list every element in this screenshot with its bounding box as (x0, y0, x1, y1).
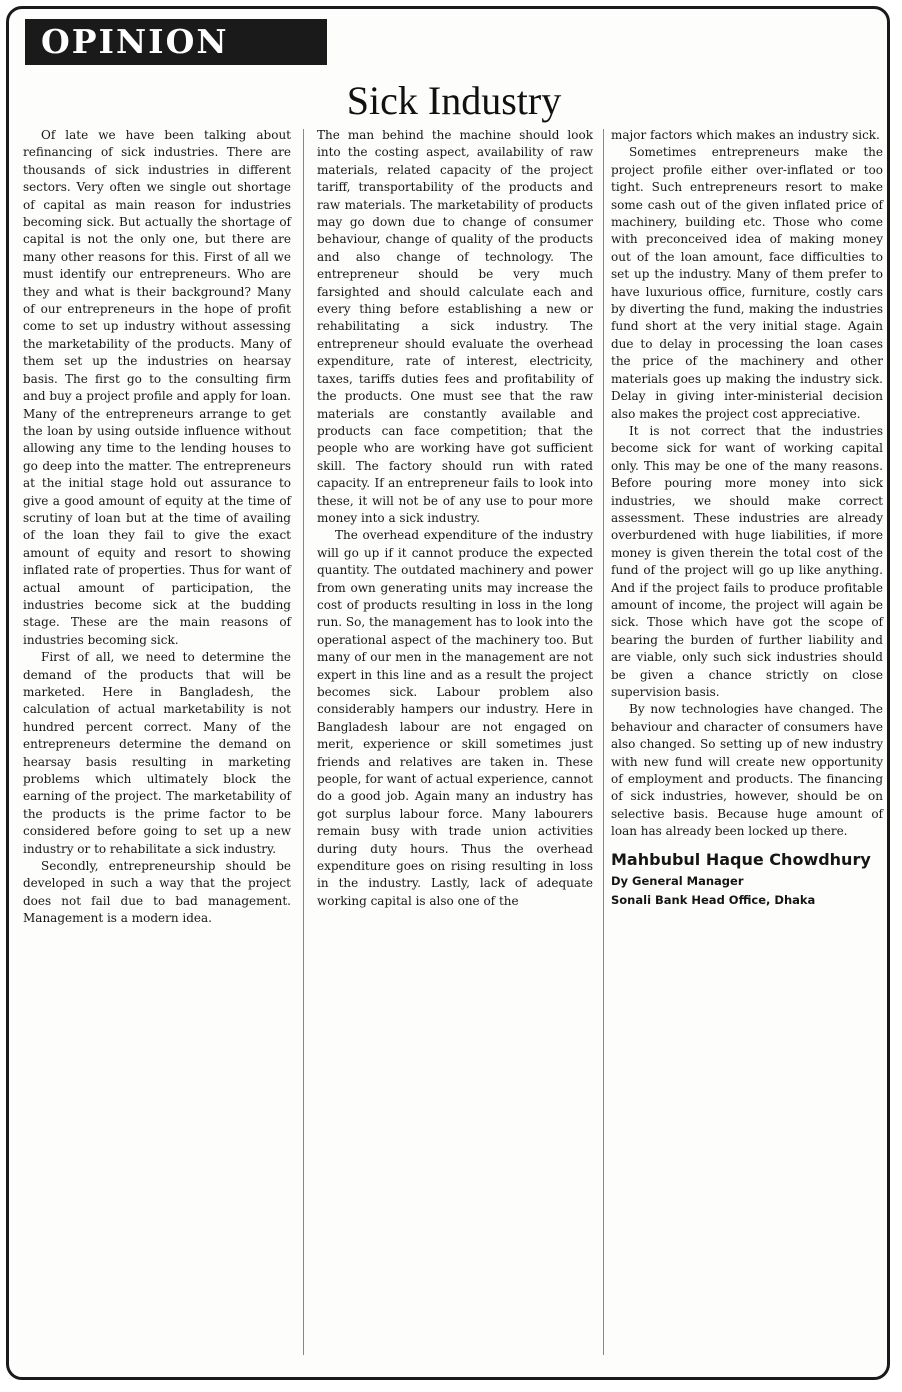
paragraph: major factors which makes an industry sick. (611, 128, 880, 142)
headline: Sick Industry (346, 78, 562, 123)
paragraph: By now technologies have changed. The behaviour and character of consumers have also changed. So setting up of new industry with new fund will create new opportunity of employment and products. The financing of sick industries, however, should be on selective basis. Because huge amount of loan has already been locked up there. (611, 702, 883, 839)
paragraph: It is not correct that the industries become sick for want of working capital only. This may be one of the many reasons. Before pouring more money into sick industries, we should make correct assessment. These industries are already overburdened with huge liabilities, if more money is given therein the total cost of the fund of the project will go up like anything. And if the project fails to produce profitable amount of income, the project will again be sick. Those which have got the scope of bearing the burden of further liability and are viable, only such sick industries should be given a chance strictly on close supervision basis. (611, 423, 883, 699)
paragraph: Secondly, entrepreneurship should be developed in such a way that the project does not fail due to bad management. Management is a modern idea. (23, 859, 291, 926)
author-title: Dy General Manager (611, 873, 744, 888)
column-divider (603, 129, 604, 1355)
paragraph: Sometimes entrepreneurs make the project profile either over-inflated or too tight. Such entrepreneurs resort to make some cash out of the given inflated price of machinery, building etc. Those who come with preconceived idea of making money out of the loan amount, face difficulties to set up the industry. Many of them prefer to have luxurious office, furniture, costly cars by diverting the fund, making the industries fund short at the very initial stage. Again due to delay in processing the loan cases the price of the machinery and other materials goes up making the industry sick. Delay in giving inter-ministerial decision also makes the project cost appreciative. (611, 145, 883, 421)
author-name: Mahbubul Haque Chowdhury (611, 849, 871, 869)
paragraph: Of late we have been talking about refinancing of sick industries. There are thousands of sick industries in different sectors. Very often we single out shortage of capital as main reason for industries becoming sick. But actually the shortage of capital is not the only one, but there are many other reasons for this. First of all we must identify our entrepreneurs. Who are they and what is their background? Many of our entrepreneurs in the hope of profit come to set up industry without assessing the marketability of the products. Many of them set up the industries on hearsay basis. The first go to the consulting firm and buy a project profile and apply for loan. Many of the entrepreneurs arrange to get the loan by using outside influence without allowing any time to the lending houses to go deep into the matter. The entrepreneurs at the initial stage hold out assurance to give a good amount of equity at the time of scrutiny of loan but at the time of availing of the loan they fail to give the exact amount of equity and resort to showing inflated rate of properties. Thus for want of actual amount of participation, the industries become sick at the budding stage. These are the main reasons of industries becoming sick. (23, 128, 291, 647)
paragraph: The man behind the machine should look into the costing aspect, availability of raw materials, related capacity of the project tariff, transportability of the products and raw materials. The marketability of products may go down due to change of consumer behaviour, change of quality of the products and also change of technology. The entrepreneur should be very much farsighted and should calculate each and every thing before establishing a new or rehabilitating a sick industry. The entrepreneur should evaluate the overhead expenditure, rate of interest, electricity, taxes, tariffs duties fees and profitability of the products. One must see that the raw materials are constantly available and products can face competition; that the people who are working have got sufficient skill. The factory should run with rated capacity. If an entrepreneur fails to look into these, it will not be of any use to pour more money into a sick industry. (317, 128, 593, 525)
column-divider (303, 129, 304, 1355)
article-column-3 (611, 127, 883, 908)
section-banner: OPINION (25, 19, 327, 65)
author-office: Sonali Bank Head Office, Dhaka (611, 892, 816, 907)
article-column-1 (23, 127, 291, 928)
paragraph: First of all, we need to determine the demand of the products that will be marketed. Here in Bangladesh, the calculation of actual marketability is not hundred percent correct. Many of the entrepreneurs determine the demand on hearsay basis resulting in marketing problems which ultimately block the earning of the project. The marketability of the products is the prime factor to be considered before going to set up a new industry or to rehabilitate a sick industry. (23, 650, 291, 856)
article-column-2 (317, 127, 593, 910)
paragraph: The overhead expenditure of the industry will go up if it cannot produce the expected quantity. The outdated machinery and power from own generating units may increase the cost of products resulting in loss in the long run. So, the management has to look into the operational aspect of the machinery too. But many of our men in the management are not expert in this line and as a result the project becomes sick. Labour problem also considerably hampers our industry. Here in Bangladesh labour are not engaged on merit, experience or skill sometimes just friends and relatives are taken in. These people, for want of actual experience, cannot do a good job. Again many an industry has got surplus labour force. Many labourers remain busy with trade union activities during duty hours. Thus the overhead expenditure goes on rising resulting in loss in the industry. Lastly, lack of adequate working capital is also one of the (317, 528, 593, 908)
article-frame (6, 6, 890, 1380)
